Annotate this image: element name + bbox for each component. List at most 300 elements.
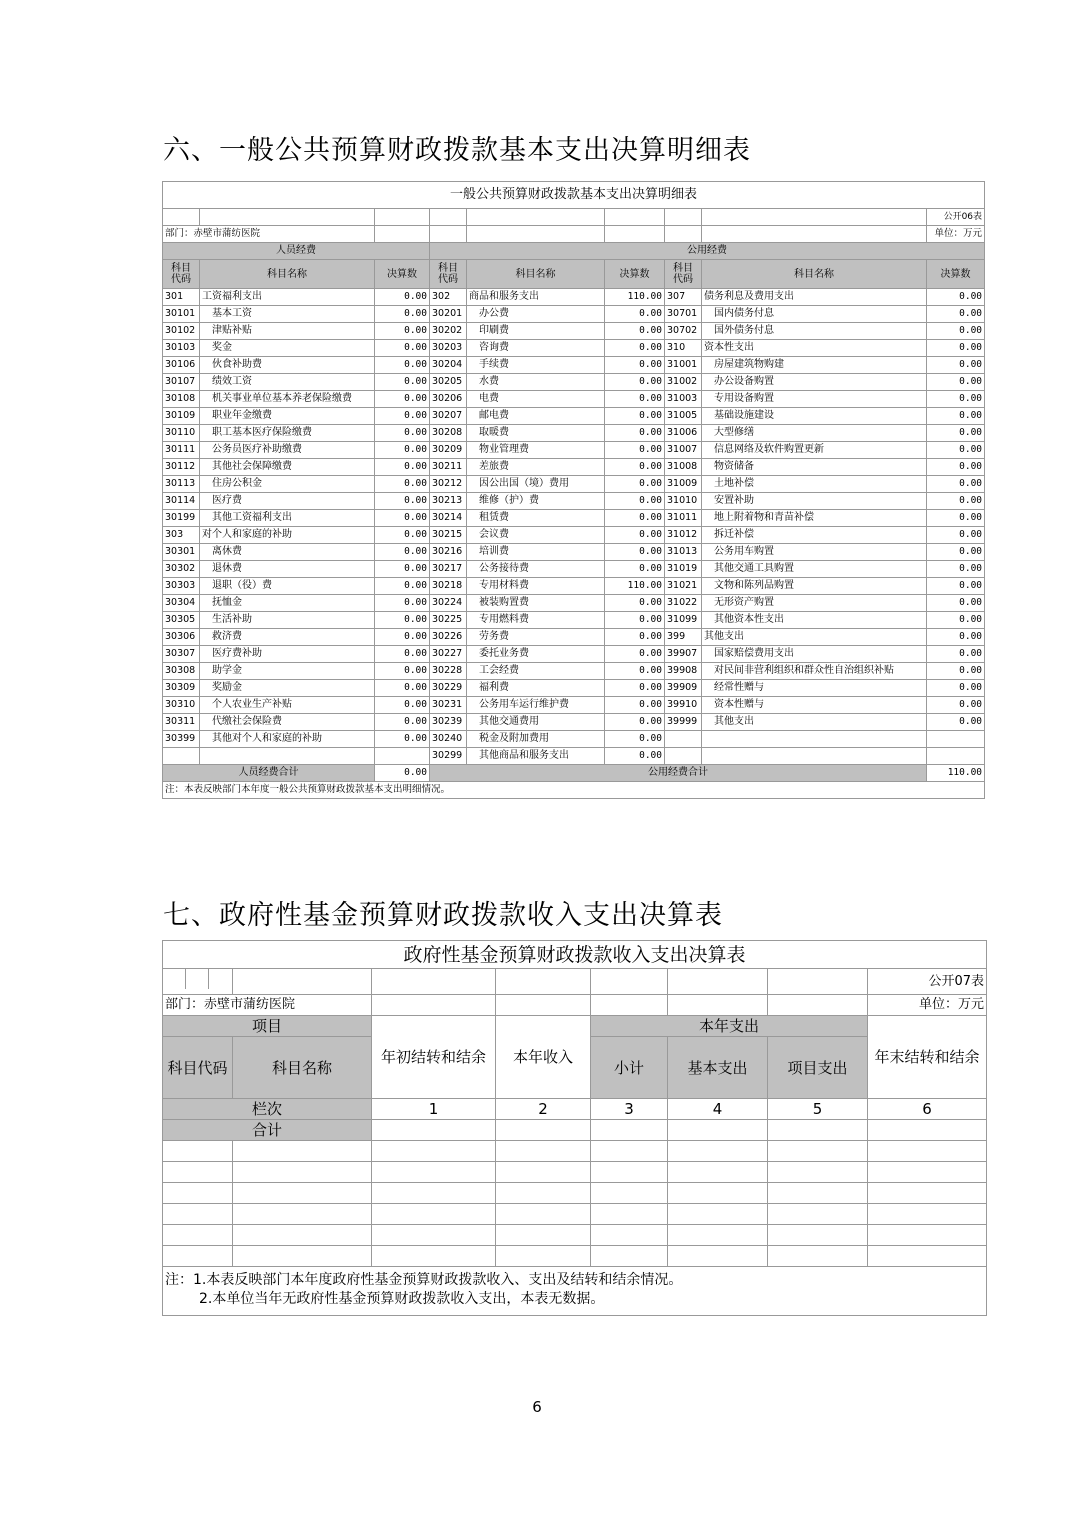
cell-amount: 0.00: [375, 595, 430, 612]
cell-amount: 0.00: [927, 680, 985, 697]
table-row: [163, 425, 985, 442]
cell-code: 31013: [665, 544, 702, 561]
column-number: 6: [868, 1099, 987, 1120]
cell-amount: 0.00: [375, 374, 430, 391]
cell-amount: 0.00: [605, 612, 665, 629]
cell-name: 奖励金: [200, 680, 375, 697]
cell-amount: 0.00: [927, 646, 985, 663]
cell-code: 31002: [665, 374, 702, 391]
column-number: 3: [591, 1099, 668, 1120]
name-header: 科目名称: [467, 260, 605, 289]
table-row: [163, 357, 985, 374]
cell-code: 31007: [665, 442, 702, 459]
cell-amount: 0.00: [927, 697, 985, 714]
cell-name: 税金及附加费用: [467, 731, 605, 748]
cell-name: 其他社会保障缴费: [200, 459, 375, 476]
cell-code: 30203: [430, 340, 467, 357]
cell-name: 专用设备购置: [702, 391, 927, 408]
cell-code: 30229: [430, 680, 467, 697]
end-balance-header: 年末结转和结余: [868, 1016, 987, 1099]
cell-code: 30701: [665, 306, 702, 323]
government-fund-table: [162, 940, 987, 1316]
table-row: [163, 510, 985, 527]
cell-amount: 0.00: [927, 595, 985, 612]
cell-code: [163, 748, 200, 765]
cell-name: 离休费: [200, 544, 375, 561]
cell-name: 信息网络及软件购置更新: [702, 442, 927, 459]
cell-code: 30215: [430, 527, 467, 544]
cell-amount: 0.00: [605, 510, 665, 527]
cell-name: 公务用车购置: [702, 544, 927, 561]
cell-code: 30240: [430, 731, 467, 748]
cell-code: 30107: [163, 374, 200, 391]
cell-amount: 0.00: [605, 731, 665, 748]
cell-name: 维修（护）费: [467, 493, 605, 510]
cell-amount: [927, 748, 985, 765]
cell-name: 其他对个人和家庭的补助: [200, 731, 375, 748]
cell-amount: 0.00: [605, 646, 665, 663]
cell-name: 手续费: [467, 357, 605, 374]
cell-amount: 0.00: [375, 646, 430, 663]
table-row: [163, 697, 985, 714]
cell-code: 31009: [665, 476, 702, 493]
cell-name: 资本性赠与: [702, 697, 927, 714]
cell-name: [702, 731, 927, 748]
cell-amount: 0.00: [375, 442, 430, 459]
cell-amount: 0.00: [605, 748, 665, 765]
cell-code: 30306: [163, 629, 200, 646]
basic-expenditure-table: [162, 181, 985, 799]
cell-amount: 0.00: [375, 510, 430, 527]
cell-name: 医疗费: [200, 493, 375, 510]
cell-name: 其他交通费用: [467, 714, 605, 731]
form-number: 公开07表: [868, 969, 987, 995]
table-row: [163, 476, 985, 493]
cell-name: 邮电费: [467, 408, 605, 425]
cell-name: 绩效工资: [200, 374, 375, 391]
unit-label: 单位：万元: [868, 995, 987, 1016]
cell-amount: 0.00: [605, 459, 665, 476]
cell-name: 工资福利支出: [200, 289, 375, 306]
cell-amount: 0.00: [927, 459, 985, 476]
cell-amount: 0.00: [605, 680, 665, 697]
cell-name: 助学金: [200, 663, 375, 680]
cell-code: 30111: [163, 442, 200, 459]
cell-code: 30213: [430, 493, 467, 510]
table-row: [163, 289, 985, 306]
cell-code: 30225: [430, 612, 467, 629]
cell-name: 其他支出: [702, 629, 927, 646]
cell-code: 39910: [665, 697, 702, 714]
cell-name: 对个人和家庭的补助: [200, 527, 375, 544]
cell-name: 退休费: [200, 561, 375, 578]
cell-amount: 0.00: [375, 425, 430, 442]
cell-code: 31019: [665, 561, 702, 578]
cell-name: 公务用车运行维护费: [467, 697, 605, 714]
cell-name: 无形资产购置: [702, 595, 927, 612]
cell-amount: 0.00: [927, 527, 985, 544]
cell-name: 资本性支出: [702, 340, 927, 357]
cell-amount: 0.00: [605, 544, 665, 561]
cell-code: 302: [430, 289, 467, 306]
cell-code: 30199: [163, 510, 200, 527]
subtotal-header: 小计: [591, 1037, 668, 1099]
cell-code: 39999: [665, 714, 702, 731]
table-title: 政府性基金预算财政拨款收入支出决算表: [163, 941, 987, 969]
cell-code: 30108: [163, 391, 200, 408]
column-number: 5: [768, 1099, 868, 1120]
cell-code: 31021: [665, 578, 702, 595]
cell-amount: 0.00: [927, 306, 985, 323]
begin-balance-header: 年初结转和结余: [372, 1016, 496, 1099]
cell-code: 31008: [665, 459, 702, 476]
cell-code: 31099: [665, 612, 702, 629]
cell-name: 咨询费: [467, 340, 605, 357]
basic-expense-header: 基本支出: [668, 1037, 768, 1099]
cell-amount: 0.00: [605, 425, 665, 442]
cell-code: 30301: [163, 544, 200, 561]
cell-amount: 0.00: [605, 663, 665, 680]
cell-name: 奖金: [200, 340, 375, 357]
cell-amount: 0.00: [927, 425, 985, 442]
cell-code: 30702: [665, 323, 702, 340]
table-row: [163, 731, 985, 748]
cell-code: [665, 748, 702, 765]
cell-name: 拆迁补偿: [702, 527, 927, 544]
cell-code: 30201: [430, 306, 467, 323]
cell-name: 救济费: [200, 629, 375, 646]
code-header: 科目代码: [163, 1037, 233, 1099]
cell-name: 房屋建筑物购建: [702, 357, 927, 374]
cell-code: 30302: [163, 561, 200, 578]
cell-code: 30399: [163, 731, 200, 748]
cell-code: 30103: [163, 340, 200, 357]
cell-code: 31001: [665, 357, 702, 374]
table-row: [163, 323, 985, 340]
cell-amount: 0.00: [605, 391, 665, 408]
department-label: 部门：赤壁市蒲纺医院: [163, 226, 375, 243]
cell-code: 30102: [163, 323, 200, 340]
table-row: [163, 527, 985, 544]
table-note: 注：本表反映部门本年度一般公共预算财政拨款基本支出明细情况。: [163, 782, 985, 799]
cell-name: 专用燃料费: [467, 612, 605, 629]
cell-code: 303: [163, 527, 200, 544]
cell-amount: 0.00: [927, 544, 985, 561]
cell-amount: 0.00: [605, 442, 665, 459]
cell-name: 物业管理费: [467, 442, 605, 459]
cell-code: 30218: [430, 578, 467, 595]
cell-code: 39909: [665, 680, 702, 697]
cell-name: 伙食补助费: [200, 357, 375, 374]
expense-header: 本年支出: [591, 1016, 868, 1037]
cell-amount: 0.00: [605, 476, 665, 493]
cell-code: 301: [163, 289, 200, 306]
column-number: 2: [496, 1099, 591, 1120]
cell-amount: 0.00: [605, 527, 665, 544]
cell-amount: 0.00: [375, 340, 430, 357]
table-row: [163, 493, 985, 510]
cell-code: 31003: [665, 391, 702, 408]
cell-amount: 0.00: [605, 340, 665, 357]
cell-amount: 0.00: [375, 697, 430, 714]
column-number: 1: [372, 1099, 496, 1120]
column-number: 4: [668, 1099, 768, 1120]
cell-code: 30227: [430, 646, 467, 663]
personnel-header: 人员经费: [163, 243, 430, 260]
cell-name: 电费: [467, 391, 605, 408]
section-6-title: 六、一般公共预算财政拨款基本支出决算明细表: [163, 135, 751, 166]
cell-amount: 0.00: [375, 459, 430, 476]
cell-amount: 0.00: [927, 714, 985, 731]
cell-code: 30224: [430, 595, 467, 612]
cell-amount: 0.00: [605, 714, 665, 731]
table-row: [163, 748, 985, 765]
cell-amount: 0.00: [927, 510, 985, 527]
cell-amount: 0.00: [375, 476, 430, 493]
cell-code: 30110: [163, 425, 200, 442]
cell-code: 39908: [665, 663, 702, 680]
cell-code: 30202: [430, 323, 467, 340]
cell-name: 会议费: [467, 527, 605, 544]
cell-name: 个人农业生产补贴: [200, 697, 375, 714]
cell-code: 31005: [665, 408, 702, 425]
cell-amount: 0.00: [927, 442, 985, 459]
cell-amount: 0.00: [375, 561, 430, 578]
table-row: [163, 374, 985, 391]
cell-name: 地上附着物和青苗补偿: [702, 510, 927, 527]
cell-amount: 0.00: [375, 527, 430, 544]
cell-amount: 0.00: [605, 323, 665, 340]
cell-amount: 0.00: [927, 323, 985, 340]
cell-amount: 0.00: [927, 493, 985, 510]
cell-name: 医疗费补助: [200, 646, 375, 663]
cell-name: 其他交通工具购置: [702, 561, 927, 578]
cell-name: 办公设备购置: [702, 374, 927, 391]
cell-amount: 0.00: [927, 357, 985, 374]
item-header: 项目: [163, 1016, 372, 1037]
cell-amount: 0.00: [375, 408, 430, 425]
cell-name: 商品和服务支出: [467, 289, 605, 306]
cell-code: 30308: [163, 663, 200, 680]
cell-name: 津贴补贴: [200, 323, 375, 340]
cell-name: 大型修缮: [702, 425, 927, 442]
table-row: [163, 629, 985, 646]
cell-amount: 110.00: [605, 578, 665, 595]
department-label: 部门：赤壁市蒲纺医院: [163, 995, 372, 1016]
cell-amount: 0.00: [605, 561, 665, 578]
cell-amount: 0.00: [375, 731, 430, 748]
cell-name: 职业年金缴费: [200, 408, 375, 425]
cell-code: 30101: [163, 306, 200, 323]
cell-name: 基本工资: [200, 306, 375, 323]
table-row: [163, 663, 985, 680]
code-header: 科目 代码: [665, 260, 702, 289]
table-row: [163, 561, 985, 578]
cell-amount: 0.00: [927, 629, 985, 646]
cell-code: 30299: [430, 748, 467, 765]
cell-code: 30206: [430, 391, 467, 408]
cell-name: 水费: [467, 374, 605, 391]
cell-code: 30239: [430, 714, 467, 731]
table-row: [163, 595, 985, 612]
cell-name: 机关事业单位基本养老保险缴费: [200, 391, 375, 408]
cell-amount: 0.00: [375, 612, 430, 629]
cell-name: 住房公积金: [200, 476, 375, 493]
table-row: [163, 408, 985, 425]
cell-name: 印刷费: [467, 323, 605, 340]
cell-name: 被装购置费: [467, 595, 605, 612]
cell-code: 30226: [430, 629, 467, 646]
amount-header: 决算数: [605, 260, 665, 289]
table-title: 一般公共预算财政拨款基本支出决算明细表: [163, 182, 985, 209]
cell-name: 劳务费: [467, 629, 605, 646]
cell-code: 30303: [163, 578, 200, 595]
cell-code: [665, 731, 702, 748]
cell-name: 职工基本医疗保险缴费: [200, 425, 375, 442]
cell-amount: 0.00: [927, 340, 985, 357]
cell-amount: 0.00: [375, 306, 430, 323]
cell-name: 安置补助: [702, 493, 927, 510]
cell-code: 30310: [163, 697, 200, 714]
cell-amount: 0.00: [375, 714, 430, 731]
cell-amount: 0.00: [927, 561, 985, 578]
cell-amount: 0.00: [605, 595, 665, 612]
cell-amount: [927, 731, 985, 748]
cell-name: 国家赔偿费用支出: [702, 646, 927, 663]
section-7-title: 七、政府性基金预算财政拨款收入支出决算表: [163, 900, 723, 931]
cell-amount: 0.00: [375, 391, 430, 408]
cell-code: 30214: [430, 510, 467, 527]
cell-code: 30304: [163, 595, 200, 612]
form-number: 公开06表: [927, 209, 985, 226]
table-row: [163, 459, 985, 476]
cell-amount: 0.00: [605, 306, 665, 323]
cell-amount: 0.00: [375, 289, 430, 306]
cell-name: 专用材料费: [467, 578, 605, 595]
name-header: 科目名称: [200, 260, 375, 289]
cell-name: 文物和陈列品购置: [702, 578, 927, 595]
cell-name: 土地补偿: [702, 476, 927, 493]
cell-code: 399: [665, 629, 702, 646]
total-label: 合计: [163, 1120, 372, 1141]
personnel-total-label: 人员经费合计: [163, 765, 375, 782]
cell-code: 30217: [430, 561, 467, 578]
cell-amount: 0.00: [375, 493, 430, 510]
column-number-label: 栏次: [163, 1099, 372, 1120]
cell-code: 30114: [163, 493, 200, 510]
cell-amount: 0.00: [375, 323, 430, 340]
cell-amount: 110.00: [605, 289, 665, 306]
cell-name: 委托业务费: [467, 646, 605, 663]
cell-name: 公务接待费: [467, 561, 605, 578]
cell-amount: 0.00: [375, 663, 430, 680]
table-row: [163, 714, 985, 731]
note-line-2: 2.本单位当年无政府性基金预算财政拨款收入支出，本表无数据。: [199, 1291, 605, 1307]
cell-name: 物资储备: [702, 459, 927, 476]
cell-code: 30208: [430, 425, 467, 442]
public-header: 公用经费: [430, 243, 985, 260]
cell-amount: 0.00: [605, 493, 665, 510]
cell-amount: [375, 748, 430, 765]
cell-code: 31012: [665, 527, 702, 544]
cell-name: 经常性赠与: [702, 680, 927, 697]
cell-code: 310: [665, 340, 702, 357]
code-header: 科目 代码: [163, 260, 200, 289]
cell-name: 福利费: [467, 680, 605, 697]
amount-header: 决算数: [375, 260, 430, 289]
cell-name: 基础设施建设: [702, 408, 927, 425]
cell-amount: 0.00: [927, 476, 985, 493]
cell-name: [200, 748, 375, 765]
cell-name: 代缴社会保险费: [200, 714, 375, 731]
cell-amount: 0.00: [605, 408, 665, 425]
cell-code: 30231: [430, 697, 467, 714]
cell-name: 对民间非营利组织和群众性自治组织补贴: [702, 663, 927, 680]
cell-name: 取暖费: [467, 425, 605, 442]
cell-code: 30205: [430, 374, 467, 391]
cell-code: 31010: [665, 493, 702, 510]
cell-amount: 0.00: [375, 578, 430, 595]
cell-name: 工会经费: [467, 663, 605, 680]
name-header: 科目名称: [233, 1037, 372, 1099]
cell-name: 因公出国（境）费用: [467, 476, 605, 493]
table-note: [163, 1267, 987, 1316]
cell-code: 30207: [430, 408, 467, 425]
cell-name: [702, 748, 927, 765]
table-row: [163, 544, 985, 561]
cell-code: 30109: [163, 408, 200, 425]
cell-amount: 0.00: [927, 391, 985, 408]
table-row: [163, 612, 985, 629]
cell-name: 其他支出: [702, 714, 927, 731]
table-row: [163, 442, 985, 459]
cell-code: 31022: [665, 595, 702, 612]
page-number: 6: [532, 1398, 542, 1416]
table-row: [163, 391, 985, 408]
cell-code: 30113: [163, 476, 200, 493]
cell-code: 307: [665, 289, 702, 306]
cell-amount: 0.00: [927, 663, 985, 680]
cell-code: 31011: [665, 510, 702, 527]
code-header: 科目 代码: [430, 260, 467, 289]
cell-code: 30211: [430, 459, 467, 476]
table-row: [163, 680, 985, 697]
cell-name: 办公费: [467, 306, 605, 323]
cell-code: 30216: [430, 544, 467, 561]
cell-amount: 0.00: [927, 289, 985, 306]
cell-code: 30209: [430, 442, 467, 459]
cell-amount: 0.00: [375, 680, 430, 697]
cell-name: 国外债务付息: [702, 323, 927, 340]
cell-code: 30309: [163, 680, 200, 697]
cell-amount: 0.00: [927, 374, 985, 391]
cell-name: 差旅费: [467, 459, 605, 476]
cell-code: 30311: [163, 714, 200, 731]
cell-code: 30305: [163, 612, 200, 629]
unit-label: 单位：万元: [927, 226, 985, 243]
public-total-value: 110.00: [927, 765, 985, 782]
personnel-total-value: 0.00: [375, 765, 430, 782]
table-row: [163, 646, 985, 663]
table-row: [163, 340, 985, 357]
cell-code: 30106: [163, 357, 200, 374]
public-total-label: 公用经费合计: [430, 765, 927, 782]
income-header: 本年收入: [496, 1016, 591, 1099]
cell-code: 30307: [163, 646, 200, 663]
cell-amount: 0.00: [605, 629, 665, 646]
cell-name: 培训费: [467, 544, 605, 561]
name-header: 科目名称: [702, 260, 927, 289]
